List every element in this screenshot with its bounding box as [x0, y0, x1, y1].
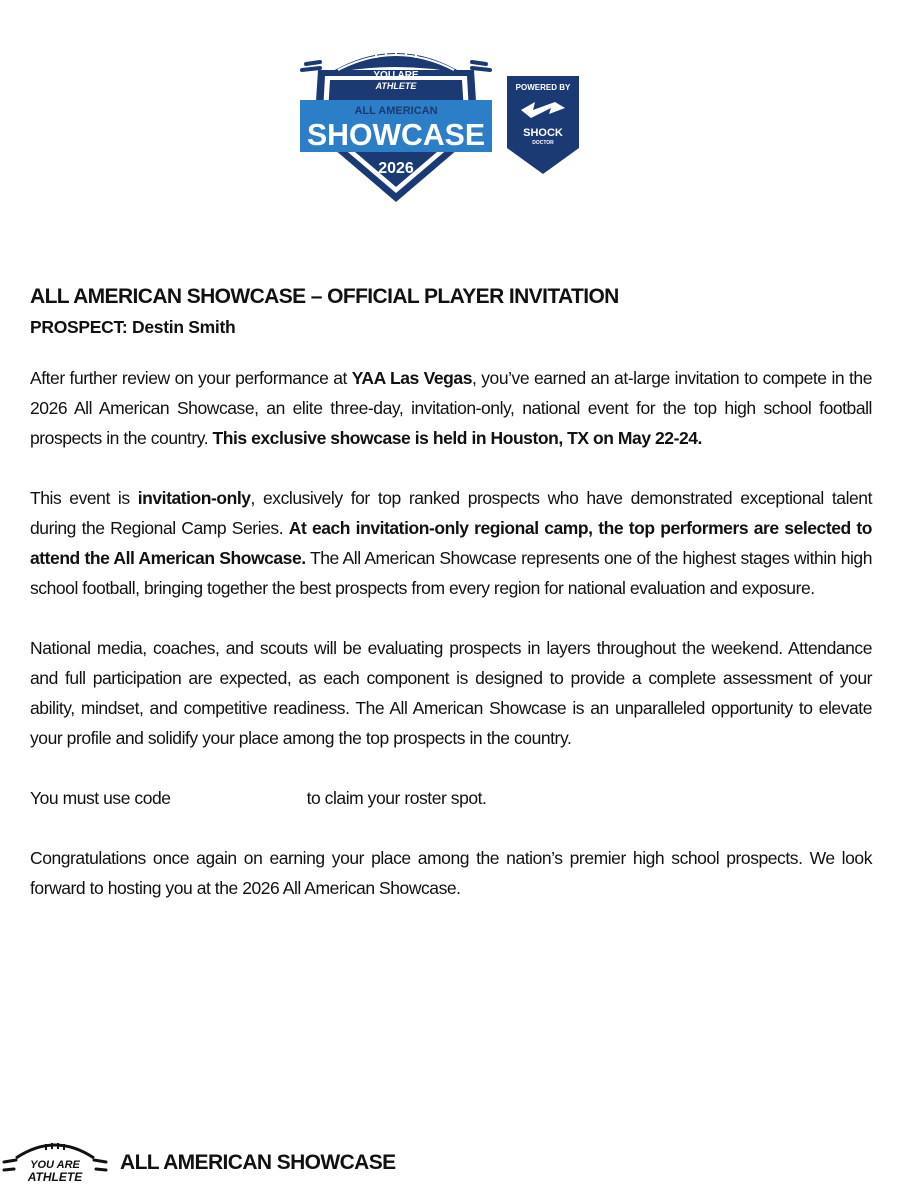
paragraph-2: This event is invitation-only, exclusively for top ranked prospects who have demonstrated exceptional talent during the Regional Camp Series. At each invitation-only regional camp, the top performers are selected to attend the All American Showcase. The All American Showcase represents one of the highest stages within high school football, bringing together the best prospects from every region for national evaluation and exposure.: [30, 488, 873, 598]
logo-year: 2026: [378, 160, 414, 177]
page-title: ALL AMERICAN SHOWCASE – OFFICIAL PLAYER INVITATION: [30, 285, 619, 308]
prospect-label: PROSPECT:: [30, 317, 128, 337]
logo-showcase: SHOWCASE: [307, 117, 485, 152]
sponsor-powered-by: POWERED BY: [515, 83, 571, 92]
paragraph-1: After further review on your performance at YAA Las Vegas, you’ve earned an at-large invitation to compete in the 2026 All American Showcase, an elite three-day, invitation-only, national event for the top high school football prospects in the country. This exclusive showcase is held in Houston, TX on May 22-24.: [30, 368, 872, 448]
invitation-letter: [30, 282, 872, 933]
header-logos: [0, 0, 900, 230]
logo-all-american: ALL AMERICAN: [354, 105, 438, 117]
paragraph-3: National media, coaches, and scouts will be evaluating prospects in layers throughout the weekend. Attendance and full participation are expected, as each component is designed to provide a complete assessment of your ability, mindset, and competitive readiness. The All American Showcase is an unparalleled opportunity to elevate your profile and solidify your place among the top prospects in the country.: [30, 638, 872, 748]
footer-athlete: ATHLETE: [27, 1170, 83, 1184]
prospect-line: [30, 312, 872, 342]
footer: [0, 1130, 900, 1190]
shock-doctor-sponsor-badge: [505, 74, 581, 176]
footer-football-icon: [16, 1145, 94, 1158]
footer-you-are: YOU ARE: [30, 1159, 80, 1171]
prospect-name: Destin Smith: [132, 317, 236, 337]
all-american-showcase-logo: [298, 40, 494, 204]
sponsor-name: SHOCK: [523, 127, 563, 139]
camp-location: YAA Las Vegas: [351, 368, 472, 388]
logo-athlete: ATHLETE: [375, 81, 417, 91]
paragraph-5: Congratulations once again on earning your place among the nation’s premier high school prospects. We look forward to hosting you at the 2026 All American Showcase.: [30, 848, 872, 898]
paragraph-4: You must use code to claim your roster spot.: [30, 788, 487, 808]
redacted-code: [171, 790, 307, 808]
sponsor-sub: DOCTOR: [532, 140, 554, 146]
event-date-location: This exclusive showcase is held in Houston, TX on May 22-24.: [212, 428, 702, 448]
footer-title: ALL AMERICAN SHOWCASE: [120, 1151, 396, 1174]
logo-you-are: YOU ARE: [373, 70, 419, 81]
you-are-athlete-logo: [2, 1138, 108, 1184]
